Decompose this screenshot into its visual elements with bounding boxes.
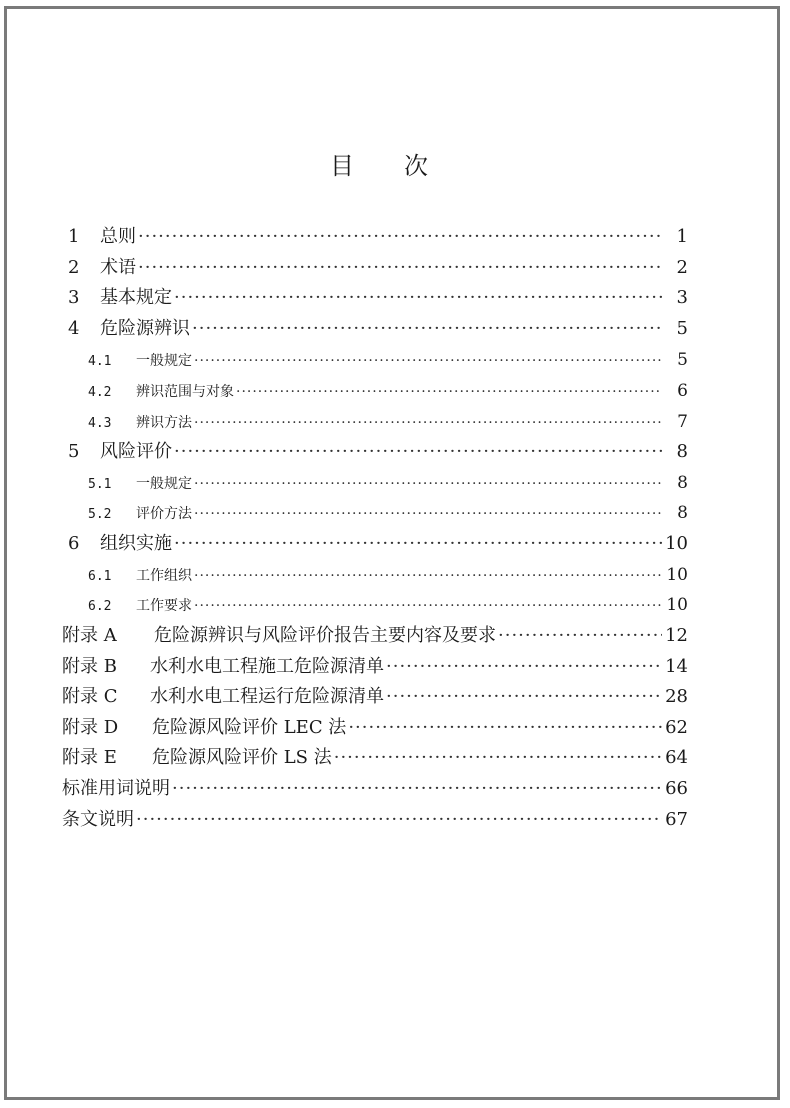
toc-label: 水利水电工程运行危险源清单 xyxy=(150,686,384,707)
toc-page: 64 xyxy=(665,747,688,768)
toc-page: 7 xyxy=(677,412,688,432)
toc-leader xyxy=(194,346,662,376)
toc-number: 6 xyxy=(68,533,80,554)
toc-label: 一般规定 xyxy=(136,476,192,492)
toc-page: 8 xyxy=(677,503,688,523)
toc-entry[interactable] xyxy=(62,805,688,835)
toc-number: 3 xyxy=(68,287,80,308)
toc-entry[interactable] xyxy=(88,560,688,590)
toc-leader xyxy=(138,253,662,283)
toc-label: 辨识方法 xyxy=(136,415,192,431)
toc-leader xyxy=(194,499,662,529)
toc-entry[interactable] xyxy=(62,713,688,743)
toc-page: 14 xyxy=(665,656,688,677)
toc-leader xyxy=(194,561,662,591)
title-char-1: 目 xyxy=(330,152,356,180)
toc-number: 4.2 xyxy=(88,385,112,400)
toc-leader xyxy=(386,652,662,682)
toc-number: 附录 E xyxy=(62,747,117,768)
toc-label: 危险源辨识 xyxy=(100,318,190,339)
toc-entry[interactable] xyxy=(62,682,688,712)
toc-leader xyxy=(194,469,662,499)
toc-entry[interactable] xyxy=(88,376,688,406)
toc-entry[interactable] xyxy=(88,498,688,528)
toc-number: 6.2 xyxy=(88,599,112,614)
toc-entry[interactable] xyxy=(68,437,688,467)
toc-entry[interactable] xyxy=(88,468,688,498)
toc-label: 总则 xyxy=(100,226,136,247)
toc-label: 辨识范围与对象 xyxy=(136,384,234,400)
title-char-2: 次 xyxy=(404,152,430,180)
toc-leader xyxy=(194,591,662,621)
toc-leader xyxy=(174,283,662,313)
toc-label: 危险源风险评价 LEC 法 xyxy=(152,717,347,738)
toc-leader xyxy=(192,314,662,344)
toc-number: 4 xyxy=(68,318,80,339)
toc-leader xyxy=(386,682,662,712)
toc-entry[interactable] xyxy=(68,283,688,313)
toc-leader xyxy=(236,377,662,407)
toc-page: 66 xyxy=(665,778,688,799)
toc-label: 水利水电工程施工危险源清单 xyxy=(150,656,384,677)
toc-entry[interactable] xyxy=(68,314,688,344)
toc-leader xyxy=(498,621,662,651)
toc-leader xyxy=(348,713,662,743)
toc-page: 67 xyxy=(665,809,688,830)
toc-entry[interactable] xyxy=(68,222,688,252)
toc-page: 5 xyxy=(677,350,688,370)
toc-number: 2 xyxy=(68,257,80,278)
toc-label: 工作组织 xyxy=(136,568,192,584)
toc-number: 1 xyxy=(68,226,80,247)
toc-label: 危险源辨识与风险评价报告主要内容及要求 xyxy=(154,625,496,646)
toc-label: 术语 xyxy=(100,257,136,278)
toc-number: 5 xyxy=(68,441,80,462)
toc-number: 6.1 xyxy=(88,569,112,584)
toc-page: 8 xyxy=(677,473,688,493)
toc-entry[interactable] xyxy=(62,774,688,804)
toc-number: 4.1 xyxy=(88,354,112,369)
toc-entry[interactable] xyxy=(88,590,688,620)
toc-page: 10 xyxy=(666,595,688,615)
toc-page: 28 xyxy=(665,686,688,707)
toc-entry[interactable] xyxy=(62,743,688,773)
toc-page: 12 xyxy=(665,625,688,646)
toc-number: 附录 C xyxy=(62,686,118,707)
toc-leader xyxy=(172,774,662,804)
toc-number: 5.1 xyxy=(88,477,112,492)
toc-number: 附录 D xyxy=(62,717,119,738)
toc-number: 附录 B xyxy=(62,656,117,677)
toc-label: 条文说明 xyxy=(62,809,134,830)
toc-page: 10 xyxy=(666,565,688,585)
toc-page: 6 xyxy=(677,381,688,401)
toc-label: 基本规定 xyxy=(100,287,172,308)
page-title xyxy=(0,146,760,181)
toc-label: 组织实施 xyxy=(100,533,172,554)
toc-page: 5 xyxy=(676,318,688,339)
toc-entry[interactable] xyxy=(88,345,688,375)
toc-page: 62 xyxy=(665,717,688,738)
toc-label: 评价方法 xyxy=(136,506,192,522)
toc-page: 10 xyxy=(665,533,688,554)
toc-leader xyxy=(138,222,662,252)
toc-page: 3 xyxy=(676,287,688,308)
toc-entry[interactable] xyxy=(68,253,688,283)
toc-leader xyxy=(334,743,662,773)
toc-number: 5.2 xyxy=(88,507,112,522)
toc-leader xyxy=(174,437,662,467)
toc-leader xyxy=(174,529,662,559)
toc-label: 工作要求 xyxy=(136,598,192,614)
toc-page: 2 xyxy=(676,257,688,278)
toc-number: 附录 A xyxy=(62,625,117,646)
toc-label: 风险评价 xyxy=(100,441,172,462)
toc-leader xyxy=(194,408,662,438)
toc-label: 一般规定 xyxy=(136,353,192,369)
toc-leader xyxy=(136,805,662,835)
toc-number: 4.3 xyxy=(88,416,112,431)
toc-page: 8 xyxy=(676,441,688,462)
toc-entry[interactable] xyxy=(68,529,688,559)
toc-label: 标准用词说明 xyxy=(62,778,170,799)
toc-entry[interactable] xyxy=(62,621,688,651)
toc-entry[interactable] xyxy=(62,652,688,682)
toc-entry[interactable] xyxy=(88,407,688,437)
toc-page: 1 xyxy=(676,226,688,247)
toc-label: 危险源风险评价 LS 法 xyxy=(152,747,332,768)
